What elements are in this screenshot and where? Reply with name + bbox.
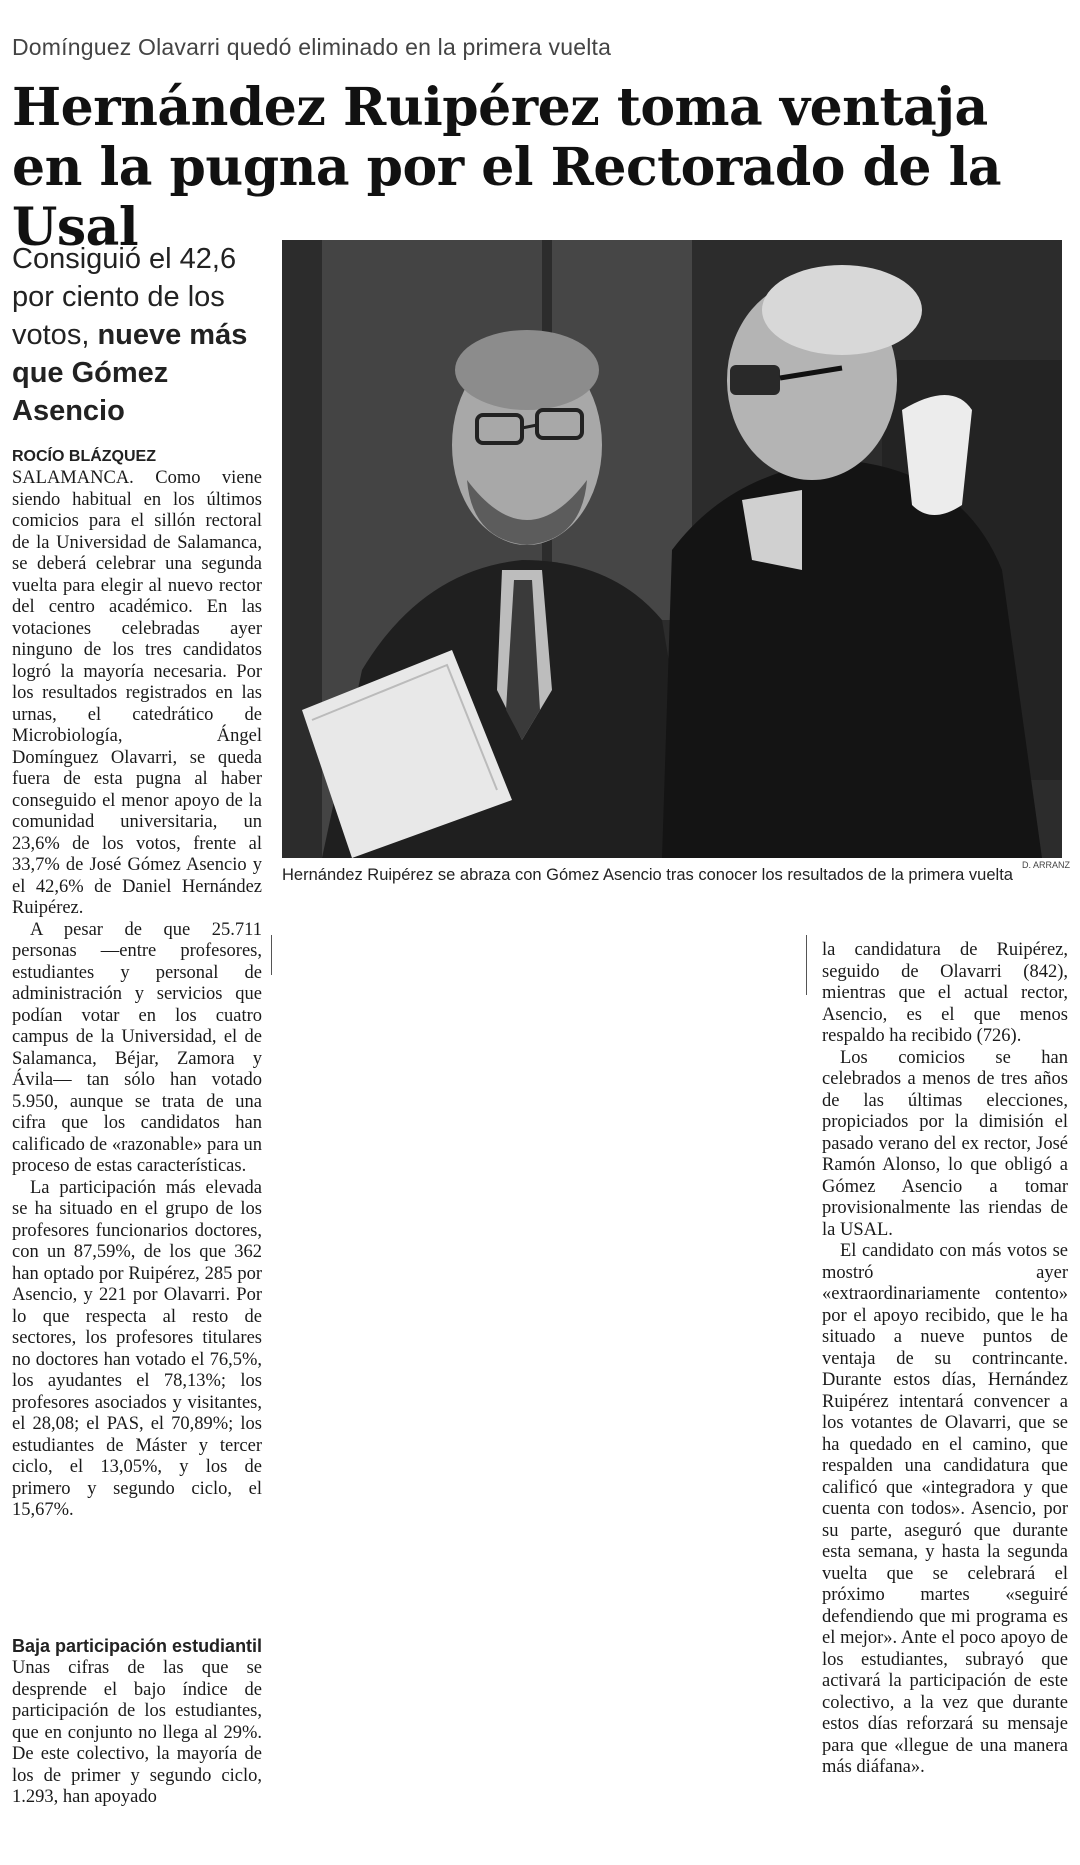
section-heading: Baja participación estudiantil — [12, 1636, 263, 1656]
photo-caption: Hernández Ruipérez se abraza con Gómez Asencio tras conocer los resultados de la primera vuelta — [282, 866, 1013, 884]
subhead-regular: Consiguió el 42,6 por ciento de los votos, — [12, 243, 237, 351]
subhead-bold: nueve más que Gómez Asencio — [12, 319, 248, 427]
column-rule — [271, 935, 272, 975]
byline: ROCÍO BLÁZQUEZ — [12, 448, 156, 465]
kicker: Domínguez Olavarri quedó eliminado en la primera vuelta — [12, 34, 612, 60]
paragraph: La participación más elevada se ha situado en el grupo de los profesores funcionarios doctores, con un 87,59%, de los que 362 han optado por Ruipérez, 285 por Asencio, y 221 por Olavarri. Por lo que respecta al resto de sectores, los profesores titulares no doctores han votado el 76,5%, los ayudantes el 78,13%; los profesores asociados y visitantes, el 28,08; el PAS, el 70,89%; los estudiantes de Máster y tercer ciclo, el 13,05%, y los de primero y segundo ciclo, el 15,67%. — [12, 1177, 262, 1520]
paragraph: Unas cifras de las que se desprende el bajo índice de participación de los estudiantes, que en conjunto no llega al 29%. De este colectivo, la mayoría de los de primer y segundo ciclo, 1.293, han apoyado — [12, 1658, 262, 1807]
paragraph: A pesar de que 25.711 personas —entre profesores, estudiantes y personal de administración y servicios que podían votar en los cuatro campus de la Universidad, el de Salamanca, Béjar, Zamora y Ávila— tan sólo han votado 5.950, aunque se trata de una cifra que los candidatos han calificado de «razonable» para un proceso de estas características. — [12, 919, 262, 1176]
paragraph: Los comicios se han celebrados a menos de tres años de las últimas elecciones, propiciados por la dimisión el pasado verano del ex rector, José Ramón Alonso, lo que obligó a Gómez Asencio a tomar provisionalmente las riendas de la USAL. — [822, 1047, 1068, 1240]
paragraph: SALAMANCA. Como viene siendo habitual en los últimos comicios para el sillón rectoral de la Universidad de Salamanca, se deberá celebrar una segunda vuelta para elegir al nuevo rector del centro académico. En las votaciones celebradas ayer ninguno de los tres candidatos logró la mayoría necesaria. Por los resultados registrados en las urnas, el catedrático de Microbiología, Ángel Domínguez Olavarri, se queda fuera de esta pugna al haber conseguido el menor apoyo de la comunidad universitaria, un 23,6% de los votos, frente al 33,7% de José Gómez Asencio y el 42,6% de Daniel Hernández Ruipérez. — [12, 468, 262, 918]
photo-credit: D. ARRANZ — [1022, 860, 1071, 870]
paragraph: la candidatura de Ruipérez, seguido de Olavarri (842), mientras que el actual rector, Asencio, es el que menos respaldo ha recibido (726). — [822, 940, 1068, 1046]
subhead — [12, 240, 272, 430]
body-column-1 — [12, 468, 262, 1522]
headline: Hernández Ruipérez toma ventaja en la pugna por el Rectorado de la Usal — [12, 77, 1002, 258]
paragraph: El candidato con más votos se mostró ayer «extraordinariamente contento» por el apoyo recibido, que le ha situado a nueve puntos de ventaja de su contrincante. Durante estos días, Hernández Ruipérez intentará convencer a los votantes de Olavarri, que se ha quedado en el camino, que respalden una candidatura que calificó que «integradora y que cuenta con todos». Asencio, por su parte, aseguró que durante esta semana, y hasta la segunda vuelta que se celebrará el próximo martes «seguiré defendiendo que mi programa es el mejor». Ante el poco apoyo de los estudiantes, subrayó que activará la participación de este colectivo, a la vez que durante estos días reforzará su mensaje para que «llegue de una manera más diáfana». — [822, 1241, 1068, 1777]
column-rule — [806, 935, 807, 995]
body-column-3 — [822, 940, 1068, 1779]
body-column-1b — [12, 1658, 262, 1809]
news-photo — [282, 240, 1062, 858]
